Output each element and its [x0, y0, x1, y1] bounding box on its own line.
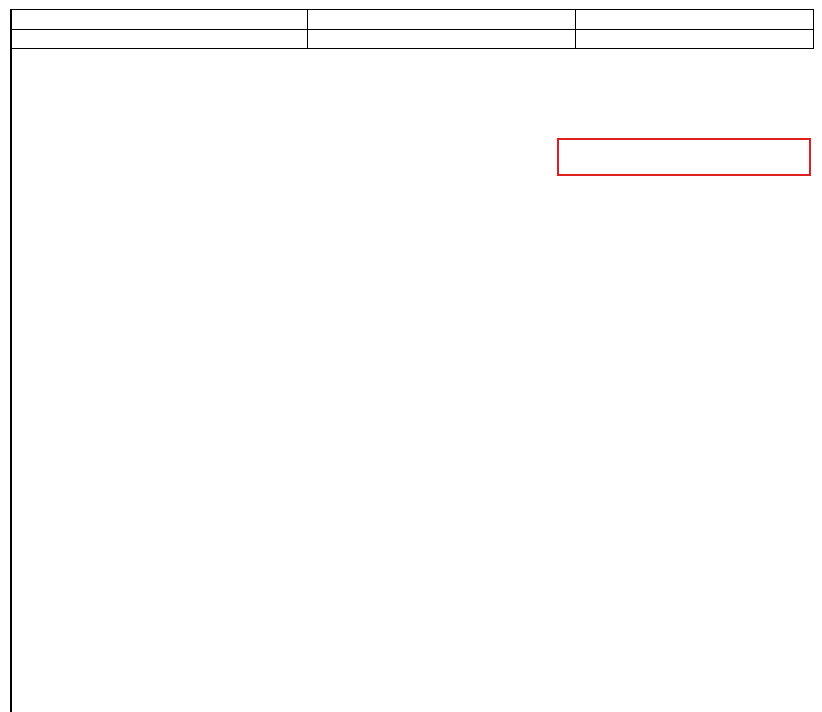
- sheet-title[interactable]: [12, 9, 308, 30]
- empty-title-cell[interactable]: [576, 9, 814, 30]
- spreadsheet: [10, 9, 815, 712]
- column-header-date[interactable]: [12, 30, 308, 49]
- column-header-system[interactable]: [308, 30, 576, 49]
- column-header-target[interactable]: [576, 30, 814, 49]
- title-row: [12, 9, 814, 30]
- empty-title-cell[interactable]: [308, 9, 576, 30]
- header-row: [12, 30, 814, 49]
